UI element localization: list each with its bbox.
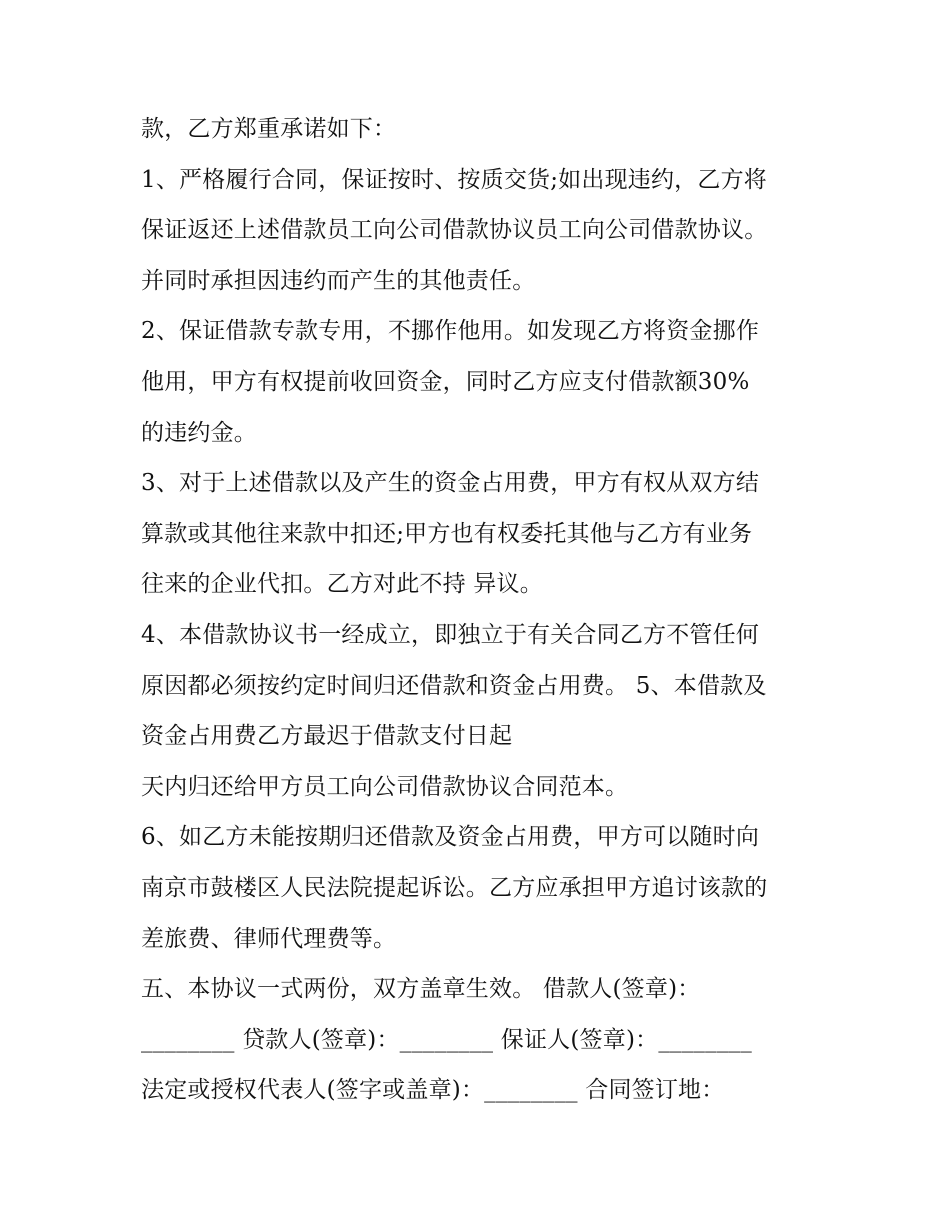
text-line: 的违约金。 xyxy=(141,419,257,446)
text-line: 款，乙方郑重承诺如下： xyxy=(141,116,397,142)
signature-line: ________ 贷款人(签章)：________ 保证人(签章)：________ xyxy=(141,1026,752,1053)
text-line: 原因都必须按约定时间归还借款和资金占用费。 5、本借款及 xyxy=(141,672,767,699)
text-line: 保证返还上述借款员工向公司借款协议员工向公司借款协议。 xyxy=(141,217,768,244)
text-line: 3、对于上述借款以及产生的资金占用费，甲方有权从双方结 xyxy=(141,470,760,497)
signature-line: 法定或授权代表人(签字或盖章)：________ 合同签订地： xyxy=(141,1077,725,1104)
text-line: 天内归还给甲方员工向公司借款协议合同范本。 xyxy=(141,773,629,800)
text-line: 算款或其他往来款中扣还;甲方也有权委托其他与乙方有业务 xyxy=(141,520,753,547)
text-line: 往来的企业代扣。乙方对此不持 异议。 xyxy=(141,571,543,598)
text-line: 1、严格履行合同，保证按时、按质交货;如出现违约，乙方将 xyxy=(141,166,767,193)
text-line: 他用，甲方有权提前收回资金，同时乙方应支付借款额30% xyxy=(141,368,750,395)
text-line: 资金占用费乙方最迟于借款支付日起 xyxy=(141,723,513,750)
text-line: 差旅费、律师代理费等。 xyxy=(141,925,397,952)
text-line: 五、本协议一式两份，双方盖章生效。 借款人(签章)： xyxy=(141,976,701,1003)
text-line: 6、如乙方未能按期归还借款及资金占用费，甲方可以随时向 xyxy=(141,824,760,851)
text-line: 并同时承担因违约而产生的其他责任。 xyxy=(141,267,536,294)
document-body xyxy=(141,104,831,1116)
text-line: 南京市鼓楼区人民法院提起诉讼。乙方应承担甲方追讨该款的 xyxy=(141,874,768,901)
text-line: 4、本借款协议书一经成立，即独立于有关合同乙方不管任何 xyxy=(141,621,760,648)
text-line: 2、保证借款专款专用，不挪作他用。如发现乙方将资金挪作 xyxy=(141,318,760,345)
